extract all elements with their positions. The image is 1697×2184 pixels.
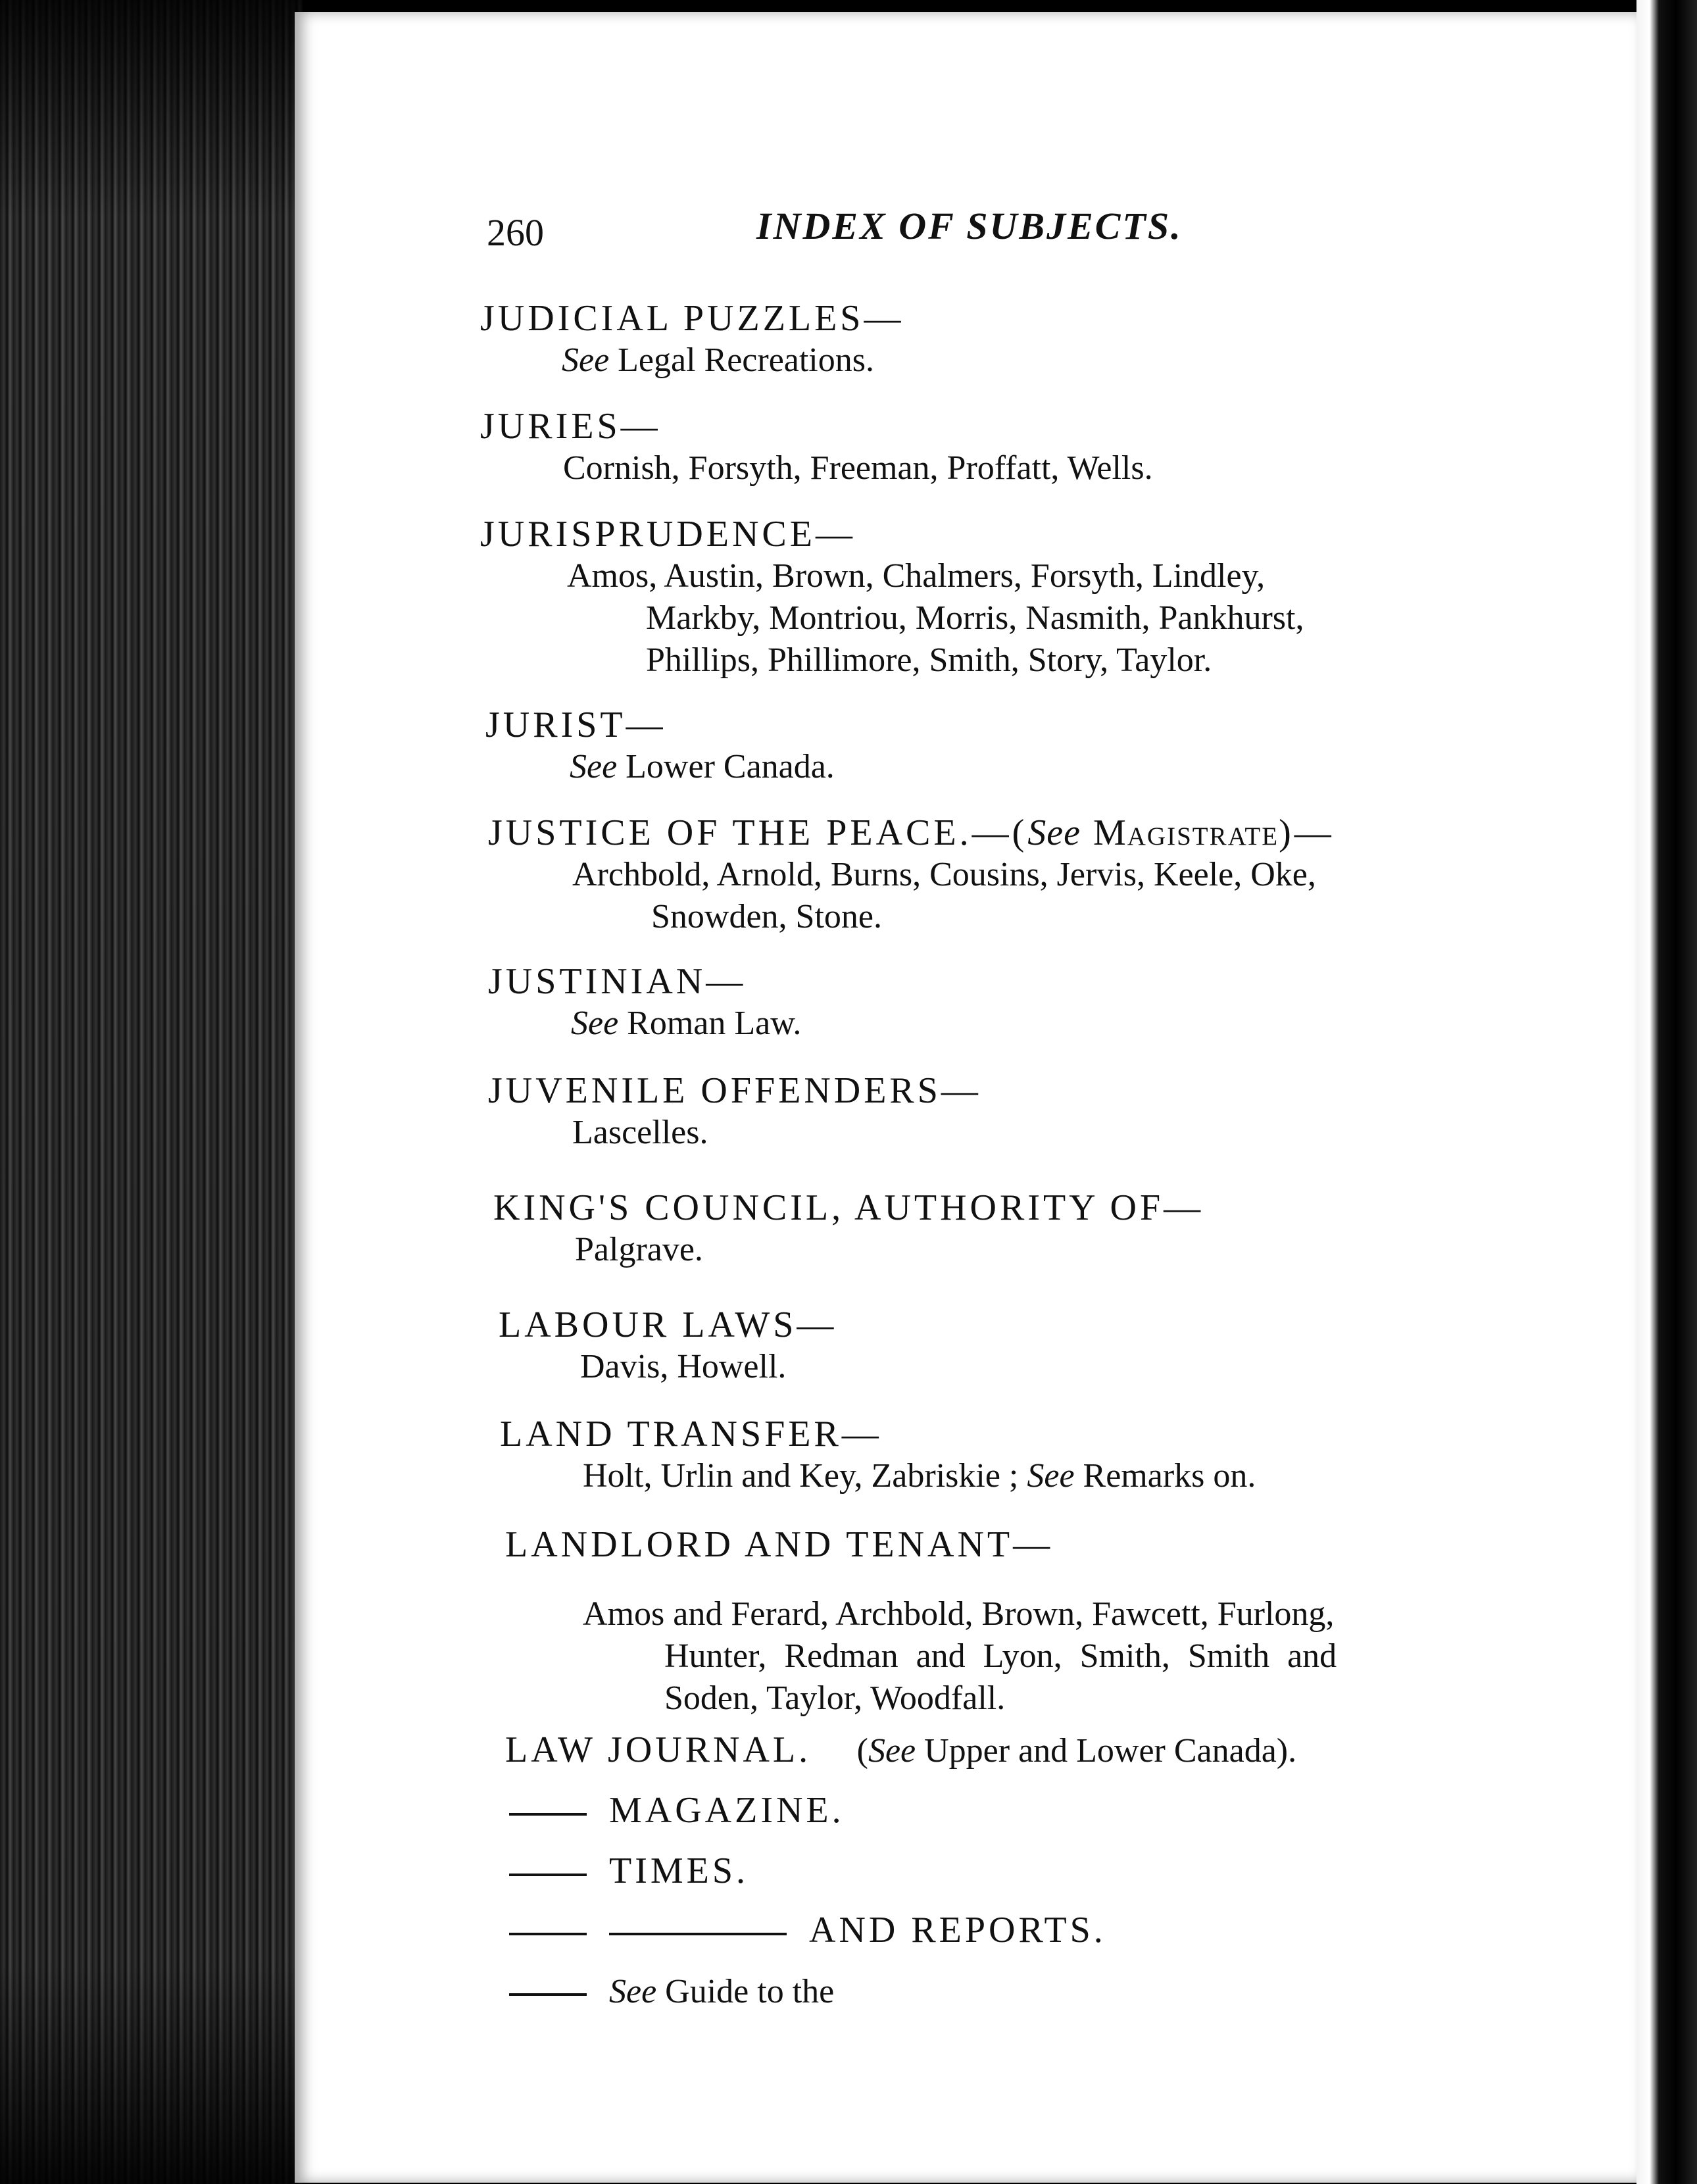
- index-entry-law-journal: [505, 1729, 1296, 1772]
- entry-heading: JUSTINIAN—: [488, 961, 747, 1002]
- index-entry-land-transfer: [500, 1413, 1256, 1497]
- entry-heading: LANDLORD AND TENANT—: [505, 1524, 1054, 1565]
- index-subentry-guide: See Guide to the: [509, 1970, 834, 2013]
- entry-refs: Cornish, Forsyth, Freeman, Proffatt, Wells.: [563, 449, 1153, 487]
- entry-refs: (See Upper and Lower Canada).: [856, 1732, 1297, 1770]
- entry-heading: JURIST—: [485, 705, 666, 745]
- index-subentry-magazine: MAGAZINE.: [509, 1789, 845, 1831]
- index-entry-jurisprudence: [480, 513, 1304, 682]
- see-reference: See: [868, 1732, 916, 1770]
- entry-refs: See Lower Canada.: [570, 748, 835, 785]
- entry-heading: JUDICIAL PUZZLES—: [480, 298, 904, 339]
- index-entry-kings-council: [493, 1187, 1204, 1271]
- entry-refs: Lascelles.: [572, 1114, 708, 1151]
- entry-refs: See Legal Recreations.: [562, 341, 874, 379]
- entry-heading: LAW JOURNAL.: [505, 1729, 812, 1770]
- see-reference: See: [562, 341, 610, 379]
- index-subentry-and-reports: AND REPORTS.: [509, 1909, 1106, 1951]
- ditto-dash: [509, 1874, 587, 1876]
- entry-heading: LAND TRANSFER—: [500, 1414, 882, 1454]
- entry-refs: Amos and Ferard, Archbold, Brown, Fawcett, Furlong, Hunter, Redman and Lyon, Smith, Smith and Soden, Taylor, Woodfall.: [583, 1595, 1337, 1717]
- running-title: INDEX OF SUBJECTS.: [756, 205, 1183, 247]
- book-right-edge: [1636, 0, 1697, 2184]
- entry-refs: Archbold, Arnold, Burns, Cousins, Jervis, Keele, Oke, Snowden, Stone.: [572, 856, 1316, 935]
- page-number: 260: [487, 211, 544, 254]
- entry-refs: Palgrave.: [575, 1231, 703, 1268]
- see-reference: See: [1027, 1457, 1075, 1495]
- index-entry-juvenile-offenders: [488, 1070, 981, 1154]
- entry-heading: JURIES—: [480, 406, 661, 447]
- index-entry-landlord-and-tenant: [505, 1524, 1337, 1720]
- book-page-edges: [0, 0, 303, 2184]
- see-reference: See: [570, 748, 618, 785]
- entry-refs: Amos, Austin, Brown, Chalmers, Forsyth, Lindley, Markby, Montriou, Morris, Nasmith, Pankhurst, Phillips, Phillimore, Smith, Story, Taylor.: [567, 557, 1304, 679]
- entry-refs: Davis, Howell.: [580, 1348, 787, 1385]
- entry-refs: Holt, Urlin and Key, Zabriskie ; See Remarks on.: [583, 1457, 1256, 1495]
- ditto-dash: [609, 1933, 787, 1935]
- index-entry-labour-laws: [499, 1304, 837, 1388]
- entry-heading: JUSTICE OF THE PEACE.—(See Magistrate)—: [488, 812, 1335, 853]
- index-entry-juries: [480, 405, 1153, 489]
- entry-refs: See Roman Law.: [571, 1005, 802, 1042]
- see-reference: See: [609, 1973, 657, 2010]
- entry-heading: KING'S COUNCIL, AUTHORITY OF—: [493, 1187, 1204, 1228]
- entry-heading: JURISPRUDENCE—: [480, 514, 856, 555]
- index-entry-judicial-puzzles: [480, 297, 904, 382]
- ditto-dash: [509, 1993, 587, 1996]
- index-entry-jurist: [485, 704, 835, 788]
- page-header: [487, 197, 1237, 257]
- index-entry-justinian: [488, 960, 801, 1045]
- ditto-dash: [509, 1813, 587, 1816]
- see-reference: See: [571, 1005, 619, 1042]
- entry-heading: JUVENILE OFFENDERS—: [488, 1070, 981, 1111]
- entry-heading: LABOUR LAWS—: [499, 1304, 837, 1345]
- index-entry-justice-of-the-peace: [488, 812, 1335, 938]
- index-subentry-times: TIMES.: [509, 1850, 749, 1892]
- ditto-dash: [509, 1933, 587, 1935]
